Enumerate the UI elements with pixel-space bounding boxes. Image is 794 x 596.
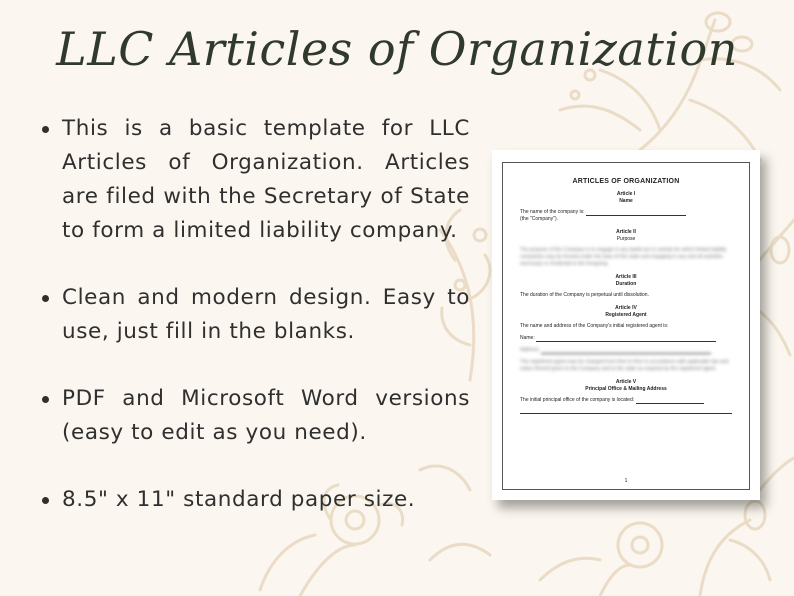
article-number: Article I xyxy=(616,191,636,197)
fill-blank-line xyxy=(541,347,711,354)
article-text-suffix: (the "Company"). xyxy=(520,216,559,222)
article-text: The duration of the Company is perpetual until dissolution. xyxy=(520,292,649,298)
fill-blank-line xyxy=(586,209,686,216)
bullet-dot-icon xyxy=(42,396,49,403)
article-number: Article IV xyxy=(615,305,637,311)
feature-text: Clean and modern design. Easy to use, just fill in the blanks. xyxy=(62,285,470,344)
feature-list xyxy=(38,112,470,550)
article-name: Purpose xyxy=(616,235,636,242)
address-field-row xyxy=(520,347,732,354)
article-heading xyxy=(520,305,732,318)
article-text-blurred: The registered agent may be changed from time to time in accordance with applicable law and notice thereof given to the Company and to the state as required by the registered agent. xyxy=(520,359,729,372)
bullet-dot-icon xyxy=(42,295,49,302)
address-label: Address: xyxy=(520,347,540,353)
article-heading xyxy=(520,379,732,392)
bullet-dot-icon xyxy=(42,126,49,133)
feature-item xyxy=(38,483,470,517)
article-text: The name and address of the Company's initial registered agent is: xyxy=(520,323,669,329)
name-label: Name: xyxy=(520,335,535,341)
article-text-blurred: The purpose of the Company is to engage in any lawful act or activity for which limited liability companies may be formed under the laws of this state and engaging in any and all activities necessary or incidental to the foregoing. xyxy=(520,247,727,267)
feature-item xyxy=(38,382,470,450)
name-field-row xyxy=(520,335,732,342)
fill-blank-line xyxy=(536,335,716,342)
fill-blank-line xyxy=(520,407,732,414)
article-text-label: The name of the company is: xyxy=(520,209,585,215)
article-heading xyxy=(520,274,732,287)
bullet-dot-icon xyxy=(42,497,49,504)
document-body xyxy=(520,178,732,414)
page-number: 1 xyxy=(624,478,628,484)
article-text xyxy=(520,209,732,223)
feature-item xyxy=(38,281,470,349)
article-name: Registered Agent xyxy=(605,311,647,318)
article-number: Article V xyxy=(615,379,637,385)
article-text: The initial principal office of the company is located: xyxy=(520,397,635,403)
fill-blank-line xyxy=(636,397,704,404)
feature-text: PDF and Microsoft Word versions (easy to edit as you need). xyxy=(62,386,470,445)
article-name: Duration xyxy=(615,280,637,287)
article-heading xyxy=(520,191,732,204)
article-number: Article III xyxy=(615,274,637,280)
address-field-row xyxy=(520,397,732,404)
page-title: LLC Articles of Organization xyxy=(56,22,738,76)
feature-item xyxy=(38,112,470,248)
article-heading xyxy=(520,229,732,242)
document-preview xyxy=(492,150,760,500)
feature-text: This is a basic template for LLC Articles of Organization. Articles are filed with the Secretary of State to form a limited liability company. xyxy=(62,116,470,243)
article-number: Article II xyxy=(616,229,636,235)
article-name: Principal Office & Mailing Address xyxy=(585,385,667,392)
feature-text: 8.5" x 11" standard paper size. xyxy=(62,487,416,512)
article-name: Name xyxy=(619,197,633,204)
document-title: ARTICLES OF ORGANIZATION xyxy=(572,178,680,185)
